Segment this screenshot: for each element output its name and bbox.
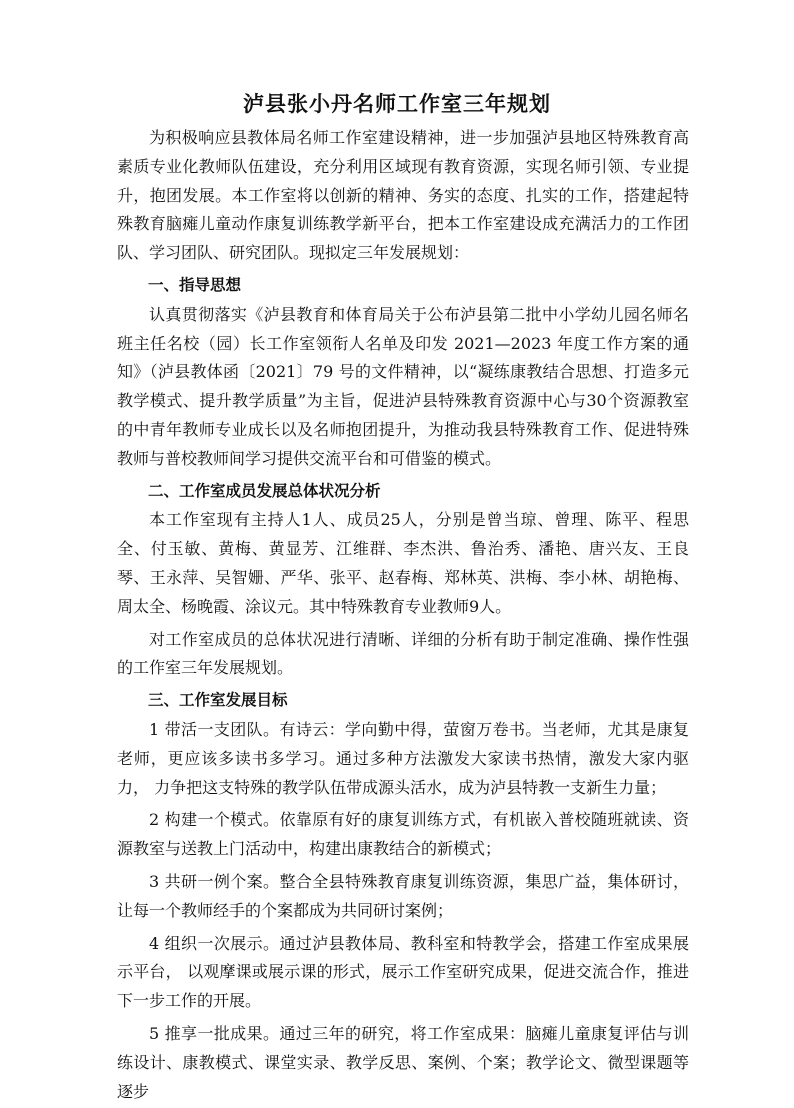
member-analysis-paragraph: 本工作室现有主持人1人、成员25人，分别是曾当琼、曾理、陈平、程思全、付玉敏、黄梅、黄显芳、江维群、李杰洪、鲁治秀、潘艳、唐兴友、王良琴、王永萍、吴智姗、严华、张平、赵春梅、郑林英、洪梅、李小林、胡艳梅、周太全、杨晚霞、涂议元。其中特殊教育专业教师9人。 <box>117 510 689 616</box>
section-heading-guiding-thought: 一、指导思想 <box>148 275 242 294</box>
section-heading-member-analysis: 二、工作室成员发展总体状况分析 <box>148 481 381 500</box>
goal-item: 3 共研一例个案。整合全县特殊教育康复训练资源，集思广益，集体研讨，让每一个教师经手的个案都成为共同研讨案例； <box>117 871 689 920</box>
goal-item: 4 组织一次展示。通过泸县教体局、教科室和特教学会，搭建工作室成果展示平台， 以观摩课或展示课的形式，展示工作室研究成果，促进交流合作，推进下一步工作的开展。 <box>117 933 689 1011</box>
section-heading-goals: 三、工作室发展目标 <box>148 691 288 710</box>
goal-item: 1 带活一支团队。有诗云：学向勤中得，萤窗万卷书。当老师，尤其是康复老师，更应该多读书多学习。通过多种方法激发大家读书热情，激发大家内驱力， 力争把这支特殊的教学队伍带成源头活水，成为泸县特教一支新生力量； <box>117 719 689 797</box>
goal-item: 2 构建一个模式。依靠原有好的康复训练方式，有机嵌入普校随班就读、资源教室与送教上门活动中，构建出康教结合的新模式； <box>117 810 689 859</box>
guiding-thought-paragraph: 认真贯彻落实《泸县教育和体育局关于公布泸县第二批中小学幼儿园名师名班主任名校（园）长工作室领衔人名单及印发 2021—2023 年度工作方案的通知》（泸县教体函〔2021〕79 号的文件精神，以“凝练康教结合思想、打造多元教学模式、提升教学质量”为主旨，促进泸县特殊教育资源中心与30个资源教室的中青年教师专业成长以及名师抱团提升，为推动我县特殊教育工作、促进特殊教师与普校教师间学习提供交流平台和可借鉴的模式。 <box>117 304 689 468</box>
intro-paragraph: 为积极响应县教体局名师工作室建设精神，进一步加强泸县地区特殊教育高素质专业化教师队伍建设，充分利用区域现有教育资源，实现名师引领、专业提升，抱团发展。本工作室将以创新的精神、务实的态度、扎实的工作，搭建起特殊教育脑瘫儿童动作康复训练教学新平台，把本工作室建设成充满活力的工作团队、学习团队、研究团队。现拟定三年发展规划： <box>117 128 689 263</box>
document-title: 泸县张小丹名师工作室三年规划 <box>243 92 551 116</box>
goal-item: 5 推享一批成果。通过三年的研究，将工作室成果：脑瘫儿童康复评估与训练设计、康教模式、课堂实录、教学反思、案例、个案；教学论文、微型课题等逐步 <box>117 1023 689 1101</box>
member-analysis-summary: 对工作室成员的总体状况进行清晰、详细的分析有助于制定准确、操作性强的工作室三年发展规划。 <box>117 629 689 678</box>
document-body <box>117 124 689 1106</box>
